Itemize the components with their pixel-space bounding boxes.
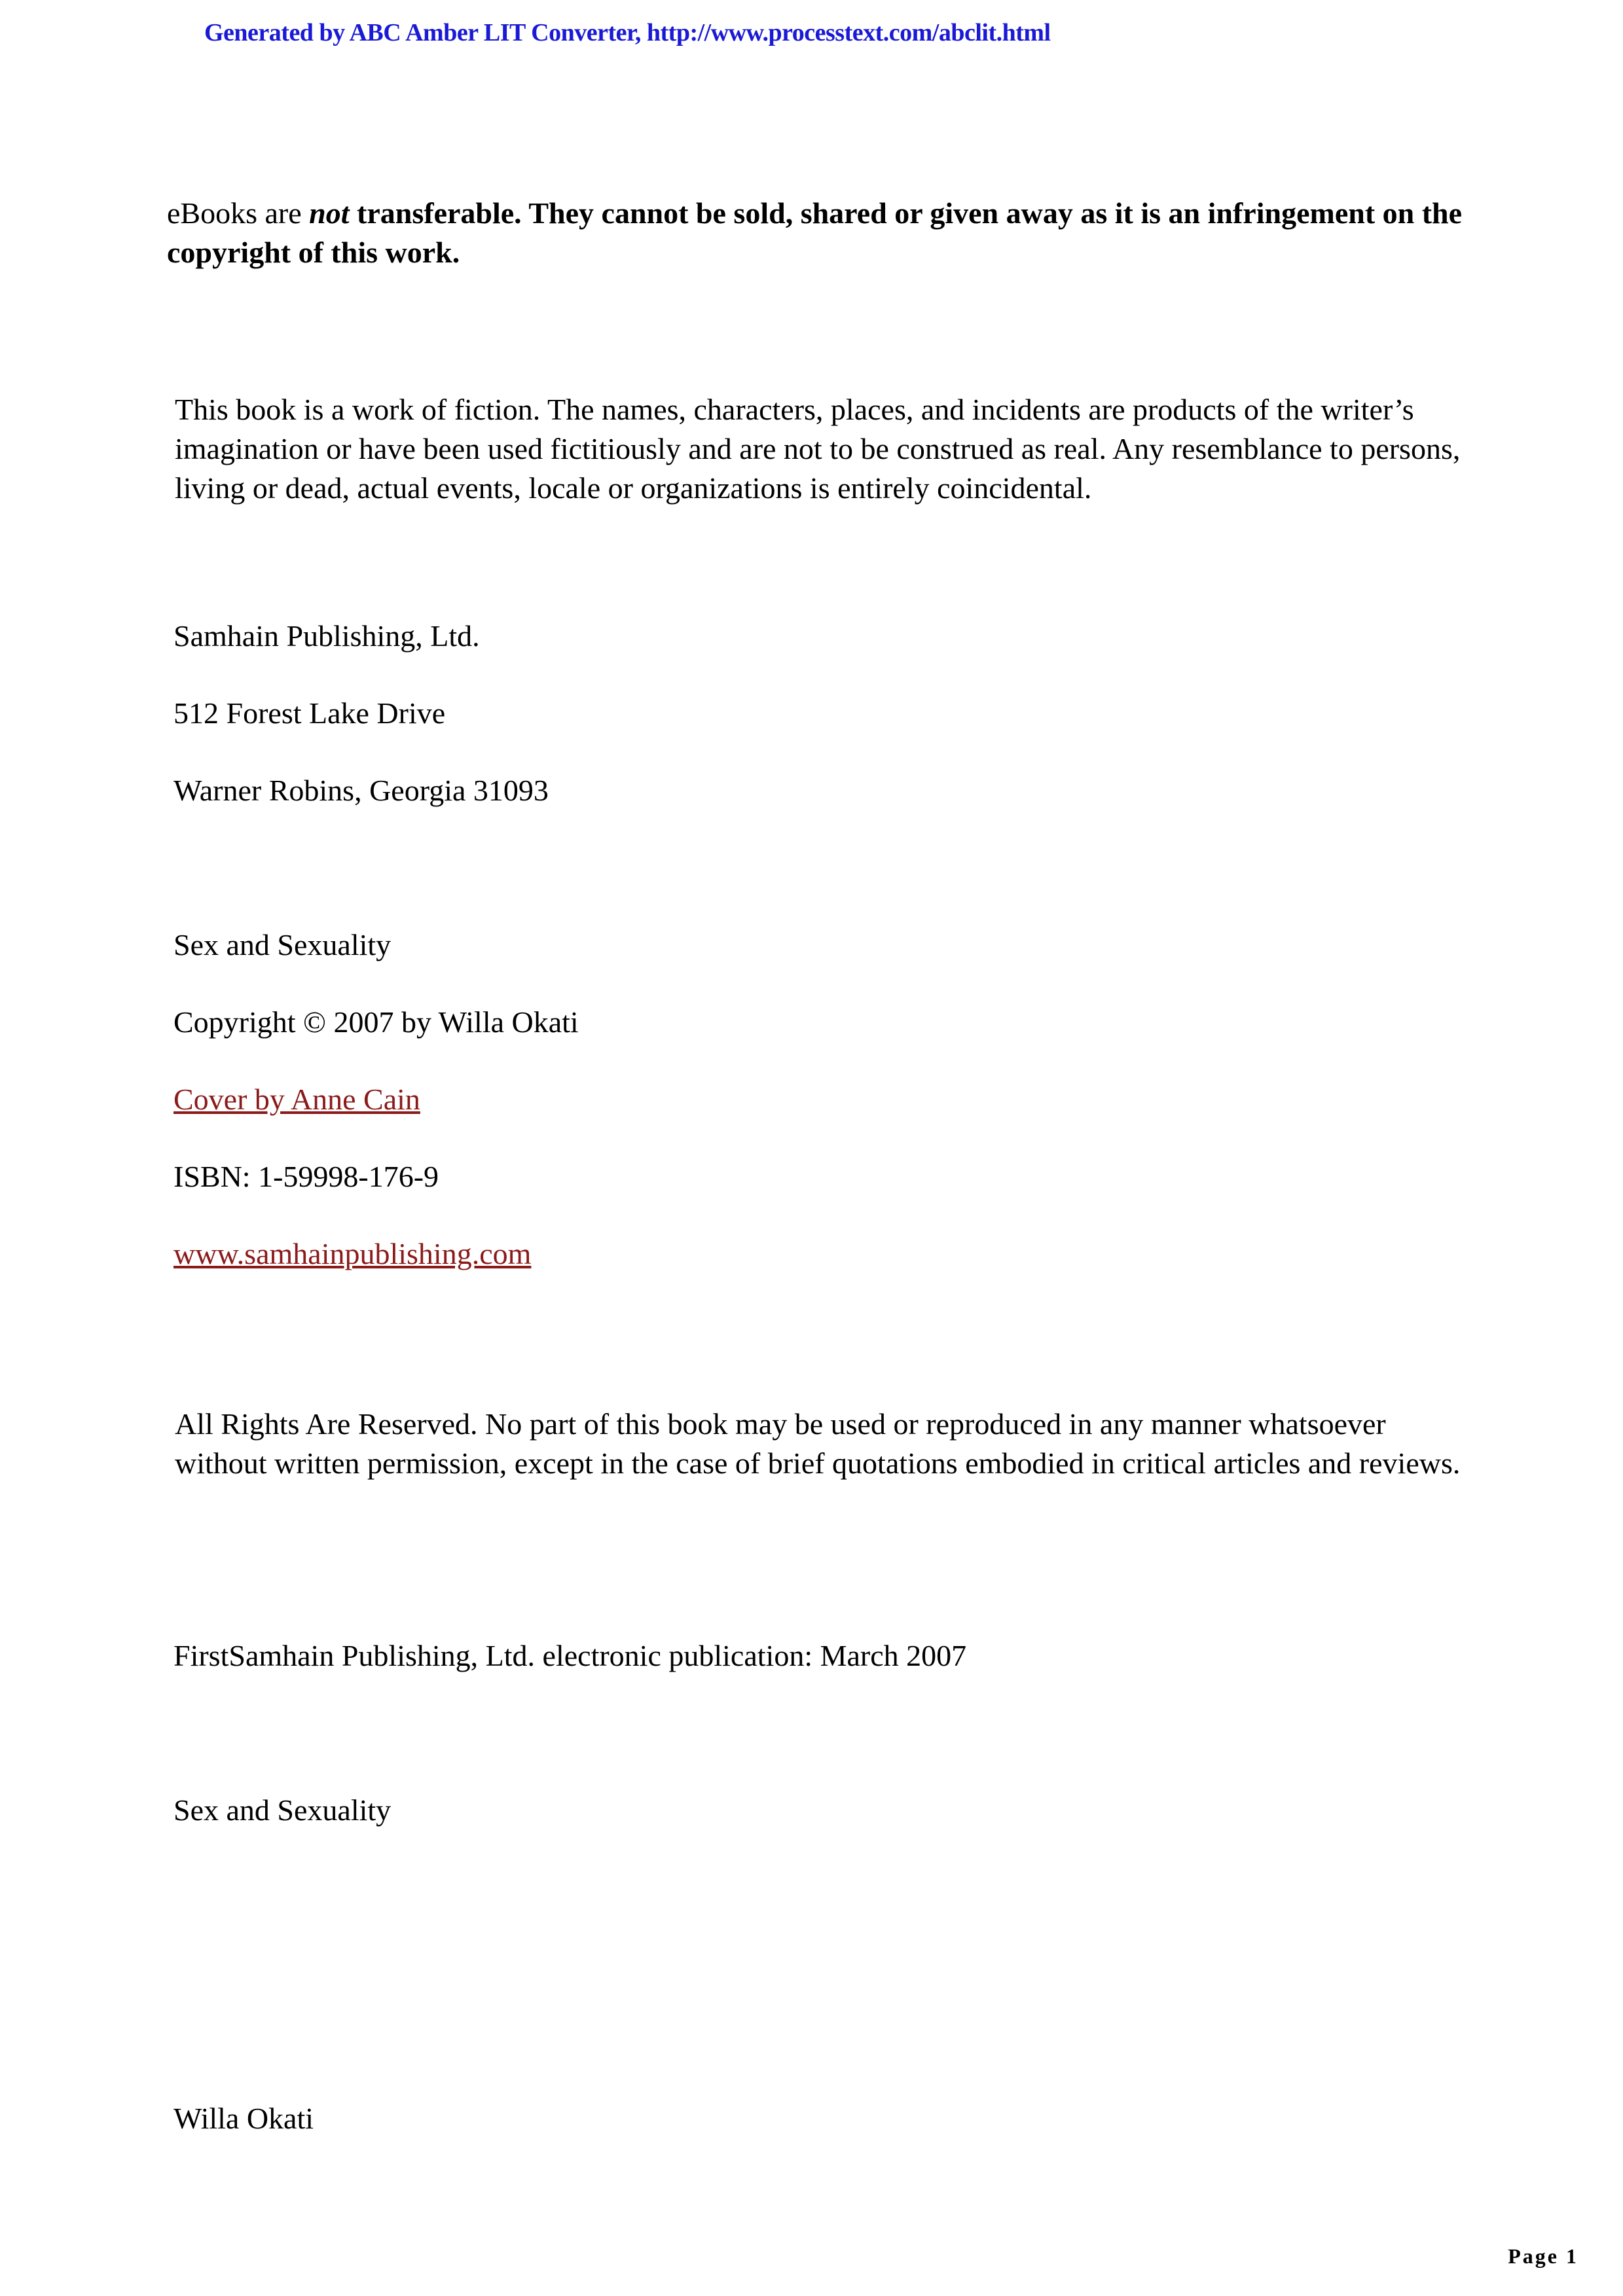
notice-prefix: eBooks are bbox=[167, 196, 310, 230]
isbn-line: ISBN: 1-59998-176-9 bbox=[173, 1160, 439, 1193]
rights-statement: All Rights Are Reserved. No part of this book may be used or reproduced in any manner whatsoever without written permission, except in the case of brief quotations embodied in critical articles and reviews. bbox=[175, 1407, 1461, 1480]
title-page-author: Willa Okati bbox=[173, 2102, 314, 2135]
book-title: Sex and Sexuality bbox=[173, 928, 392, 961]
fiction-disclaimer: This book is a work of fiction. The names, characters, places, and incidents are products of the writer’s imagination or have been used fictitiously and are not to be construed as real. Any resemblance to persons, living or dead, actual events, locale or organizations is entirely coincidental. bbox=[175, 393, 1461, 505]
copyright-line: Copyright © 2007 by Willa Okati bbox=[173, 1005, 579, 1039]
title-page-title: Sex and Sexuality bbox=[173, 1793, 392, 1827]
publisher-city: Warner Robins, Georgia 31093 bbox=[173, 774, 549, 807]
notice-emphasis: not bbox=[309, 196, 350, 230]
cover-credit-link[interactable]: Cover by Anne Cain bbox=[173, 1083, 420, 1116]
publisher-website-link[interactable]: www.samhainpublishing.com bbox=[173, 1237, 532, 1270]
converter-banner: Generated by ABC Amber LIT Converter, http://www.processtext.com/abclit.html bbox=[204, 19, 1051, 46]
notice-rest: transferable. They cannot be sold, shared or given away as it is an infringement on the copyright of this work. bbox=[167, 196, 1463, 269]
publication-line: FirstSamhain Publishing, Ltd. electronic publication: March 2007 bbox=[173, 1639, 967, 1672]
transfer-notice bbox=[167, 194, 1476, 272]
publisher-street: 512 Forest Lake Drive bbox=[173, 696, 446, 730]
page-number: Page 1 bbox=[1508, 2244, 1578, 2268]
publisher-name: Samhain Publishing, Ltd. bbox=[173, 619, 480, 653]
